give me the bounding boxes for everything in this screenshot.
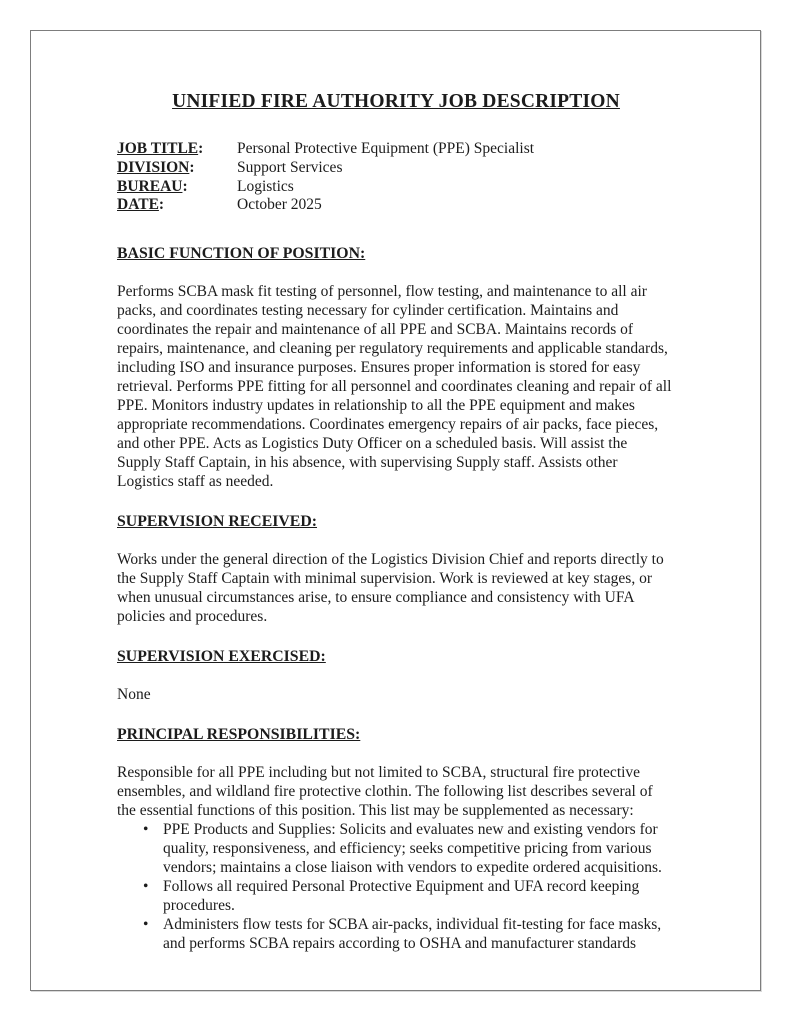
section-basic-function [117,244,675,491]
meta-value-job-title: Personal Protective Equipment (PPE) Specialist [237,140,535,157]
meta-value-division: Support Services [237,158,343,176]
bullet-item [117,820,675,877]
bullet-marker: • [143,878,149,896]
section-paragraph-supervision-received: Works under the general direction of the Logistics Division Chief and reports directly to the Supply Staff Captain with minimal supervision. Work is reviewed at key stages, or when unusual circumstances arise, to ensure compliance and consistency with UFA policies and procedures. [117,551,664,626]
bullet-marker: • [143,821,149,839]
bullet-text: PPE Products and Supplies: Solicits and evaluates new and existing vendors for quality, responsiveness, and efficiency; seeks competitive pricing from various vendors; maintains a close liaison with vendors to expedite ordered acquisitions. [163,821,662,877]
bullet-text: Follows all required Personal Protective Equipment and UFA record keeping procedures. [163,878,640,915]
section-paragraph-principal-responsibilities: Responsible for all PPE including but not limited to SCBA, structural fire protective ensembles, and wildland fire protective clothin. The following list describes several of the essential functions of this position. This list may be supplemented as necessary: [117,764,653,820]
responsibilities-bullet-list [117,820,675,953]
bullet-text: Administers flow tests for SCBA air-packs, individual fit-testing for face masks, and performs SCBA repairs according to OSHA and manufacturer standards [163,916,662,953]
meta-value-date: October 2025 [237,196,322,214]
meta-block [117,140,675,215]
meta-row-date [117,196,675,215]
section-heading-basic-function: BASIC FUNCTION OF POSITION: [117,245,366,263]
section-principal-responsibilities [117,725,675,953]
section-supervision-exercised [117,647,675,704]
meta-row-job-title [117,140,675,159]
document-title: UNIFIED FIRE AUTHORITY JOB DESCRIPTION [172,91,620,112]
meta-label-date: DATE: [117,196,165,214]
meta-label-division: DIVISION: [117,158,195,176]
document-page [30,30,761,991]
bullet-item [117,915,675,953]
bullet-item [117,877,675,915]
meta-value-bureau: Logistics [237,177,294,195]
section-paragraph-basic-function: Performs SCBA mask fit testing of personnel, flow testing, and maintenance to all air packs, and coordinates testing necessary for cylinder certification. Maintains and coordinates the repair and maintenance of all PPE and SCBA. Maintains records of repairs, maintenance, and cleaning per regulatory requirements and applicable standards, including ISO and insurance purposes. Ensures proper information is stored for easy retrieval. Performs PPE fitting for all personnel and coordinates cleaning and repair of all PPE. Monitors industry updates in relationship to all the PPE equipment and makes appropriate recommendations. Coordinates emergency repairs of air packs, face pieces, and other PPE. Acts as Logistics Duty Officer on a scheduled basis. Will assist the Supply Staff Captain, in his absence, with supervising Supply staff. Assists other Logistics staff as needed. [117,283,672,491]
meta-row-bureau [117,178,675,197]
section-heading-supervision-exercised: SUPERVISION EXERCISED: [117,648,326,666]
meta-label-bureau: BUREAU: [117,177,188,195]
meta-label-job-title: JOB TITLE: [117,140,204,157]
section-supervision-received [117,512,675,626]
section-heading-principal-responsibilities: PRINCIPAL RESPONSIBILITIES: [117,726,361,744]
section-paragraph-supervision-exercised: None [117,686,151,704]
section-heading-supervision-received: SUPERVISION RECEIVED: [117,513,318,531]
meta-row-division [117,159,675,178]
bullet-marker: • [143,916,149,934]
